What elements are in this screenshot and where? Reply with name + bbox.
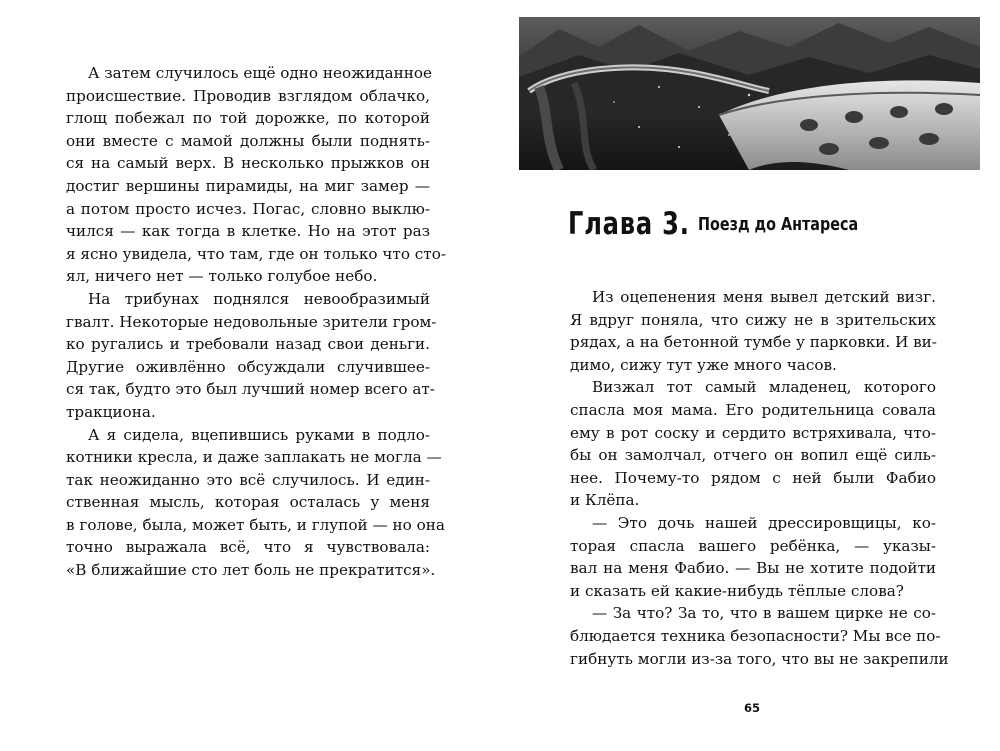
text-line: торая спасла вашего ребёнка, — указы-: [570, 536, 936, 555]
text-line: гибнуть могли из-за того, что вы не закрепили: [570, 649, 949, 668]
chapter-title: Поезд до Антареса: [698, 215, 859, 235]
text-line: ему в рот соску и сердито встряхивала, что-: [570, 423, 936, 442]
text-line: ся на самый верх. В несколько прыжков он: [66, 154, 430, 173]
text-line: в голове, была, может быть, и глупой — но она: [66, 515, 445, 534]
text-line: тракциона.: [66, 402, 156, 421]
text-line: а потом просто исчез. Погас, словно выклю-: [66, 199, 430, 218]
left-page-text: [66, 62, 446, 582]
text-line: так неожиданно это всё случилось. И един-: [66, 470, 430, 489]
text-line: происшествие. Проводив взглядом облачко,: [66, 86, 430, 105]
right-page-text: [570, 286, 949, 670]
chapter-illustration: [519, 17, 980, 170]
text-line: и сказать ей какие-нибудь тёплые слова?: [570, 581, 904, 600]
text-line: я ясно увидела, что там, где он только что сто-: [66, 244, 446, 263]
text-line: На трибунах поднялся невообразимый: [88, 289, 430, 308]
text-line: ко ругались и требовали назад свои деньги.: [66, 335, 430, 354]
text-line: вал на меня Фабио. — Вы не хотите подойти: [570, 559, 936, 578]
text-line: и Клёпа.: [570, 491, 640, 510]
text-line: А я сидела, вцепившись руками в подло-: [88, 425, 430, 444]
text-line: Из оцепенения меня вывел детский визг.: [592, 288, 936, 306]
text-line: блюдается техника безопасности? Мы все по-: [570, 626, 941, 645]
text-line: Я вдруг поняла, что сижу не в зрительских: [570, 310, 936, 329]
text-line: А затем случилось ещё одно неожиданное: [88, 64, 432, 82]
text-line: Другие оживлённо обсуждали случившее-: [66, 357, 430, 376]
text-line: спасла моя мама. Его родительница совала: [570, 400, 936, 419]
text-line: «В ближайшие сто лет боль не прекратится».: [66, 561, 436, 580]
text-line: гвалт. Некоторые недовольные зрители гром-: [66, 312, 437, 331]
text-line: ял, ничего нет — только голубое небо.: [66, 267, 378, 286]
text-line: ся так, будто это был лучший номер всего ат-: [66, 380, 435, 399]
text-line: — За что? За то, что в вашем цирке не со-: [592, 604, 936, 623]
text-line: ственная мысль, которая осталась у меня: [66, 493, 430, 512]
page-number: 65: [744, 701, 761, 715]
space-train-illustration: [519, 17, 980, 170]
text-line: — Это дочь нашей дрессировщицы, ко-: [592, 513, 936, 532]
text-line: димо, сижу тут уже много часов.: [570, 355, 837, 374]
text-line: бы он замолчал, отчего он вопил ещё силь-: [570, 446, 936, 465]
text-line: они вместе с мамой должны были поднять-: [66, 131, 430, 150]
text-line: котники кресла, и даже заплакать не могла —: [66, 448, 442, 467]
text-line: точно выражала всё, что я чувствовала:: [66, 538, 430, 557]
text-line: достиг вершины пирамиды, на миг замер —: [66, 176, 430, 195]
chapter-heading: [568, 206, 948, 250]
text-line: глощ побежал по той дорожке, по которой: [66, 109, 430, 128]
text-line: чился — как тогда в клетке. Но на этот раз: [66, 222, 430, 241]
chapter-number: Глава 3.: [568, 206, 690, 242]
text-line: рядах, а на бетонной тумбе у парковки. И ви-: [570, 333, 937, 352]
text-line: Визжал тот самый младенец, которого: [592, 378, 936, 397]
text-line: нее. Почему-то рядом с ней были Фабио: [570, 468, 936, 487]
